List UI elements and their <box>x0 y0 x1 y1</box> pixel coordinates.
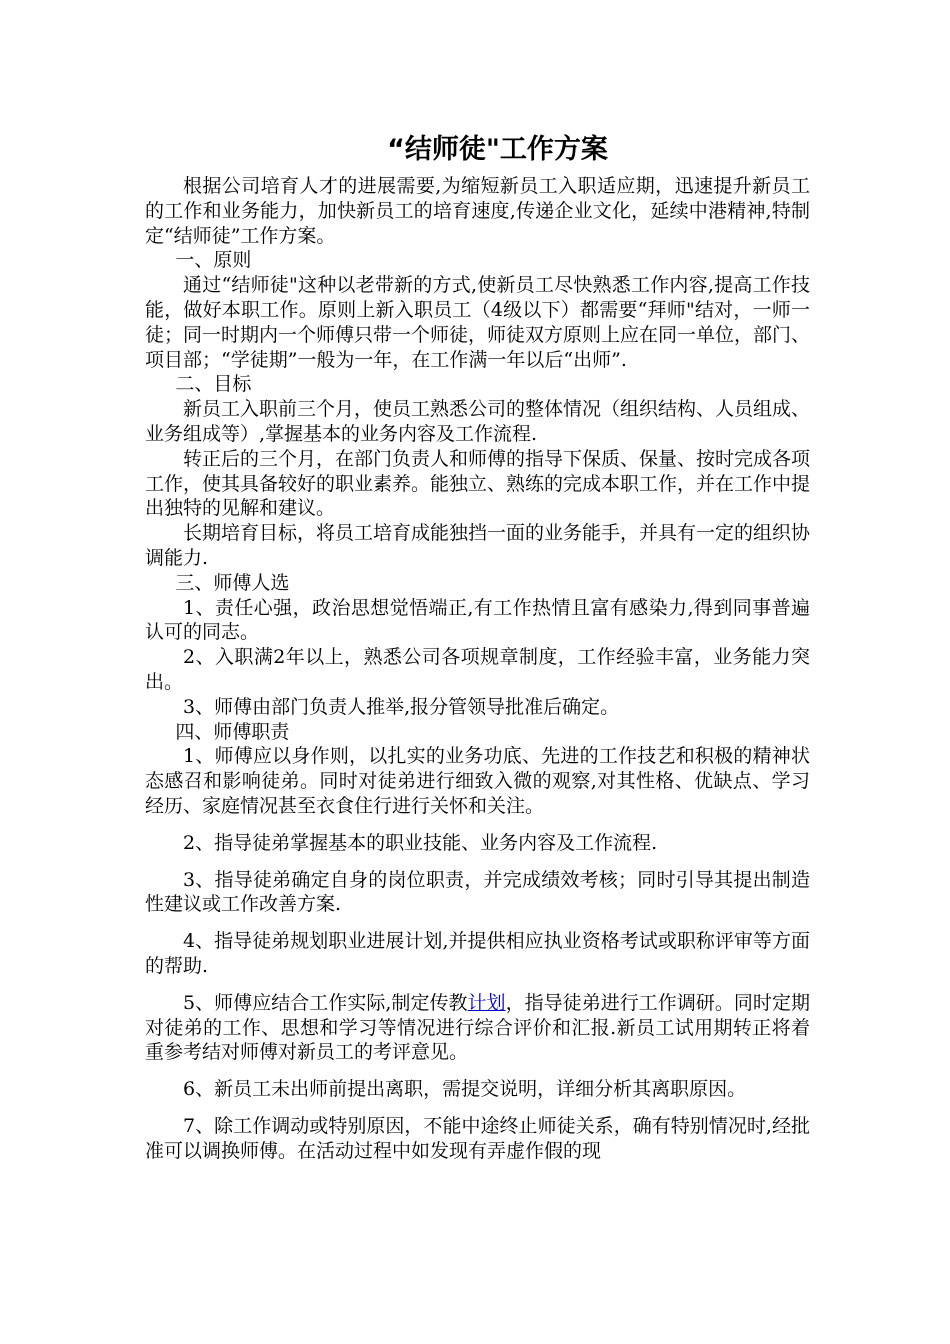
mentor-selection-item-1: 1、责任心强，政治思想觉悟端正,有工作热情且富有感染力,得到同事普遍认可的同志。 <box>145 596 810 644</box>
mentor-duty-item-3: 3、指导徒弟确定自身的岗位职责，并完成绩效考核；同时引导其提出制造性建议或工作改善方案. <box>145 868 810 916</box>
principles-paragraph: 通过“结师徒"这种以老带新的方式,使新员工尽快熟悉工作内容,提高工作技能，做好本职工作。原则上新入职员工（4级以下）都需要“拜师"结对，一师一徒；同一时期内一个师傅只带一个师徒，师徒双方原则上应在同一单位，部门、项目部；“学徒期”一般为一年，在工作满一年以后“出师”. <box>145 274 811 371</box>
document-title: “结师徒"工作方案 <box>387 134 608 165</box>
plan-link[interactable]: 计划 <box>467 991 506 1014</box>
goals-paragraph-3: 长期培育目标，将员工培育成能独挡一面的业务能手，并具有一定的组织协调能力. <box>145 522 811 569</box>
section-heading-principles: 一、原则 <box>175 249 252 272</box>
intro-paragraph: 根据公司培育人才的进展需要,为缩短新员工入职适应期，迅速提升新员工的工作和业务能力，加快新员工的培育速度,传递企业文化，延续中港精神,特制定“结师徒”工作方案。 <box>145 175 810 247</box>
section-heading-mentor-duties: 四、师傅职责 <box>175 720 290 743</box>
section-heading-goals: 二、目标 <box>175 373 252 396</box>
mentor-duty-item-1: 1、师傅应以身作则，以扎实的业务功底、先进的工作技艺和积极的精神状态感召和影响徒弟。同时对徒弟进行细致入微的观察,对其性格、优缺点、学习经历、家庭情况甚至衣食住行进行关怀和关注。 <box>145 745 810 817</box>
mentor-duty-item-5-text-before: 5、师傅应结合工作实际,制定传教 <box>183 991 468 1014</box>
mentor-duty-item-5-text-after: ，指导徒弟进行工作调研。同时定期对徒弟的工作、思想和学习等情况进行综合评价和汇报.新员工试用期转正将着重参考结对师傅对新员工的考评意见。 <box>145 991 810 1064</box>
document-page <box>145 128 810 1163</box>
section-heading-mentor-selection: 三、师傅人选 <box>175 571 290 594</box>
goals-paragraph-2: 转正后的三个月，在部门负责人和师傅的指导下保质、保量、按时完成各项工作，使其具备较好的职业素养。能独立、熟练的完成本职工作，并在工作中提出独特的见解和建议。 <box>145 447 811 520</box>
goals-paragraph-1: 新员工入职前三个月，使员工熟悉公司的整体情况（组织结构、人员组成、业务组成等）,掌握基本的业务内容及工作流程. <box>145 398 811 445</box>
mentor-duty-item-7: 7、除工作调动或特别原因，不能中途终止师徒关系，确有特别情况时,经批准可以调换师傅。在活动过程中如发现有弄虚作假的现 <box>145 1114 810 1162</box>
mentor-duty-item-2: 2、指导徒弟掌握基本的职业技能、业务内容及工作流程. <box>183 831 658 854</box>
mentor-duty-item-5 <box>145 991 810 1065</box>
mentor-duty-item-6: 6、新员工未出师前提出离职，需提交说明，详细分析其离职原因。 <box>183 1078 747 1101</box>
mentor-selection-item-3: 3、师傅由部门负责人推举,报分管领导批准后确定。 <box>183 695 620 718</box>
mentor-selection-item-2: 2、入职满2年以上，熟悉公司各项规章制度，工作经验丰富，业务能力突出。 <box>145 646 810 693</box>
mentor-duty-item-4: 4、指导徒弟规划职业进展计划,并提供相应执业资格考试或职称评审等方面的帮助. <box>145 930 810 977</box>
